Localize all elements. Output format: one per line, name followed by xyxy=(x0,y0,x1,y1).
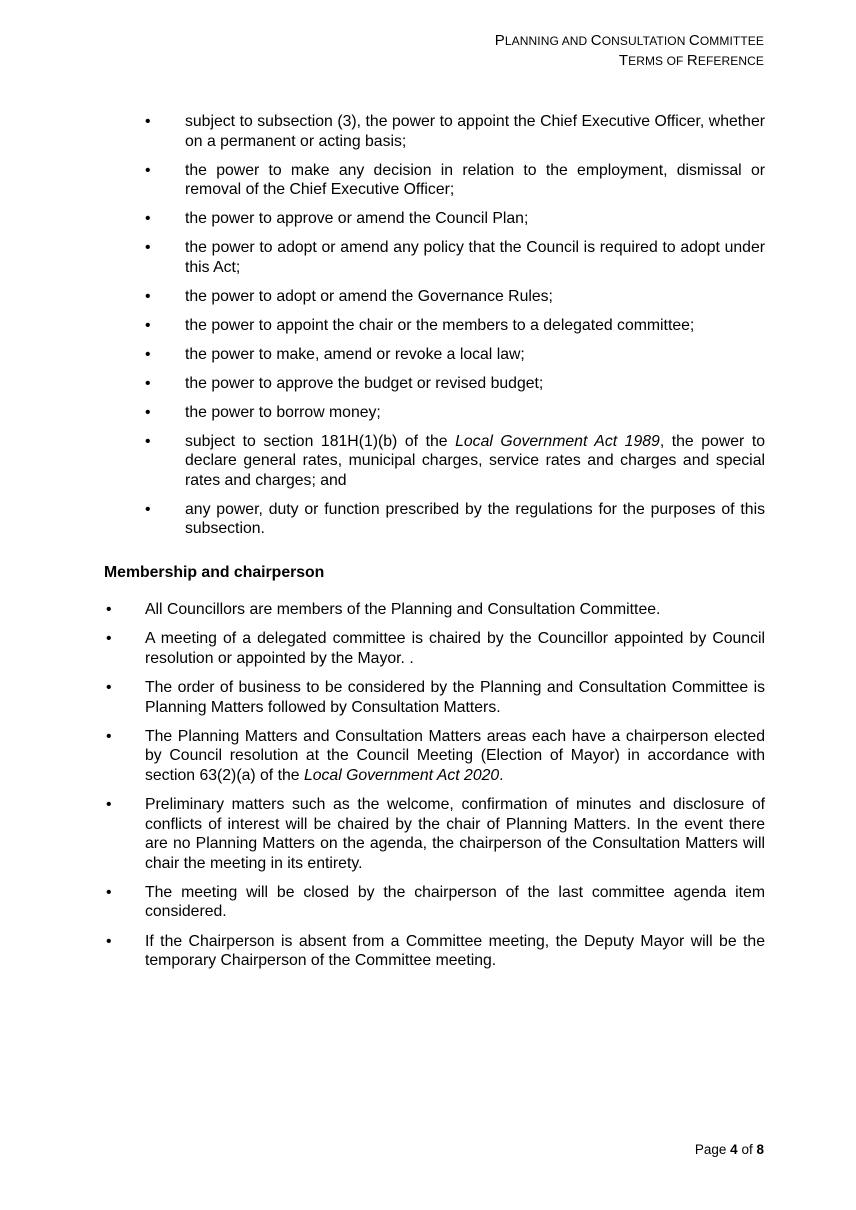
header-smallcaps: LANNING AND xyxy=(504,34,591,48)
list-item xyxy=(0,403,765,423)
item-text: the power to approve or amend the Council Plan; xyxy=(185,210,529,227)
item-text: All Councillors are members of the Planning and Consultation Committee. xyxy=(145,601,661,618)
header-smallcaps: ERMS OF xyxy=(628,54,687,68)
list-item xyxy=(0,678,765,717)
current-page: 4 xyxy=(730,1142,738,1157)
item-text: Preliminary matters such as the welcome, confirmation of minutes and disclosure of conflicts of interest will be chaired by the chair of Planning Matters. In the event there are no Planning Matters on the agenda, the chairperson of the Consultation Matters will chair the meeting in its entirety. xyxy=(145,796,765,872)
header-smallcaps: OMMITTEE xyxy=(699,34,764,48)
list-item xyxy=(0,374,765,394)
list-item xyxy=(0,209,765,229)
bullet-icon: • xyxy=(145,345,151,363)
item-text: The order of business to be considered by the Planning and Consultation Committee is Planning Matters followed by Consultation Matters. xyxy=(145,679,765,716)
item-text: A meeting of a delegated committee is chaired by the Councillor appointed by Council resolution or appointed by the Mayor. . xyxy=(145,630,765,667)
header-cap: C xyxy=(590,32,602,49)
item-text: the power to adopt or amend any policy that the Council is required to adopt under this Act; xyxy=(185,239,765,276)
item-text: The Planning Matters and Consultation Matters areas each have a chairperson elected by Council resolution at the Council Meeting (Election of Mayor) in accordance with section 63(2)(a) of the xyxy=(145,727,765,784)
header-cap: P xyxy=(494,32,505,49)
bullet-icon: • xyxy=(145,287,151,305)
list-item xyxy=(0,883,765,922)
list-item xyxy=(0,500,765,539)
bullet-icon: • xyxy=(106,630,112,648)
bullet-icon: • xyxy=(145,113,151,130)
membership-list xyxy=(0,600,856,981)
header-line-2 xyxy=(495,51,764,71)
list-item xyxy=(0,316,765,336)
header-cap: C xyxy=(688,32,700,49)
header-line-1 xyxy=(495,31,764,51)
header-smallcaps: ONSULTATION xyxy=(601,34,689,48)
item-text: the power to make any decision in relation to the employment, dismissal or removal of the Chief Executive Officer; xyxy=(185,161,765,198)
running-header xyxy=(495,31,764,71)
list-item xyxy=(0,161,765,200)
list-item xyxy=(0,345,765,365)
item-text: If the Chairperson is absent from a Committee meeting, the Deputy Mayor will be the temporary Chairperson of the Committee meeting. xyxy=(145,932,765,970)
list-item xyxy=(0,629,765,668)
bullet-icon: • xyxy=(106,601,112,618)
header-smallcaps: EFERENCE xyxy=(697,54,764,68)
bullet-icon: • xyxy=(145,161,151,179)
item-text-continued: , the power to declare general rates, municipal charges, service rates and charges and special rates and charges; and xyxy=(185,432,766,489)
list-item xyxy=(0,932,765,971)
bullet-icon: • xyxy=(145,239,151,256)
item-text: any power, duty or function prescribed by the regulations for the purposes of this subsection. xyxy=(185,500,765,537)
bullet-icon: • xyxy=(145,403,151,421)
item-text: the power to approve the budget or revised budget; xyxy=(185,374,544,392)
list-item xyxy=(0,727,765,786)
bullet-icon: • xyxy=(106,727,112,745)
act-title: Local Government Act 1989 xyxy=(455,432,660,450)
list-item xyxy=(0,432,765,491)
bullet-icon: • xyxy=(145,316,151,334)
list-item xyxy=(0,287,765,307)
header-cap: R xyxy=(686,52,698,69)
item-text: subject to section 181H(1)(b) of the xyxy=(185,432,456,450)
bullet-icon: • xyxy=(145,500,151,518)
total-pages: 8 xyxy=(756,1142,764,1157)
list-item xyxy=(0,600,765,620)
header-cap: T xyxy=(618,52,629,69)
item-text: the power to adopt or amend the Governance Rules; xyxy=(185,287,553,305)
page-label: Page xyxy=(694,1142,727,1157)
act-title: Local Government Act 2020 xyxy=(303,766,500,784)
list-item xyxy=(0,238,765,277)
page-of: of xyxy=(741,1142,753,1157)
item-text: subject to subsection (3), the power to appoint the Chief Executive Officer, whether on a permanent or acting basis; xyxy=(185,113,765,150)
page-number xyxy=(695,1142,764,1157)
list-item xyxy=(0,112,765,151)
bullet-icon: • xyxy=(106,796,112,814)
item-text: The meeting will be closed by the chairperson of the last committee agenda item considered. xyxy=(145,883,765,921)
powers-list xyxy=(0,112,856,548)
bullet-icon: • xyxy=(145,210,151,227)
bullet-icon: • xyxy=(145,374,151,392)
list-item xyxy=(0,795,765,873)
bullet-icon: • xyxy=(106,883,112,901)
item-text: the power to appoint the chair or the members to a delegated committee; xyxy=(185,316,695,334)
item-text: the power to make, amend or revoke a local law; xyxy=(185,345,525,363)
bullet-icon: • xyxy=(106,932,112,950)
item-text-continued: . xyxy=(499,766,504,784)
bullet-icon: • xyxy=(145,432,151,450)
bullet-icon: • xyxy=(106,679,112,697)
item-text: the power to borrow money; xyxy=(185,403,381,421)
section-heading: Membership and chairperson xyxy=(104,564,325,581)
